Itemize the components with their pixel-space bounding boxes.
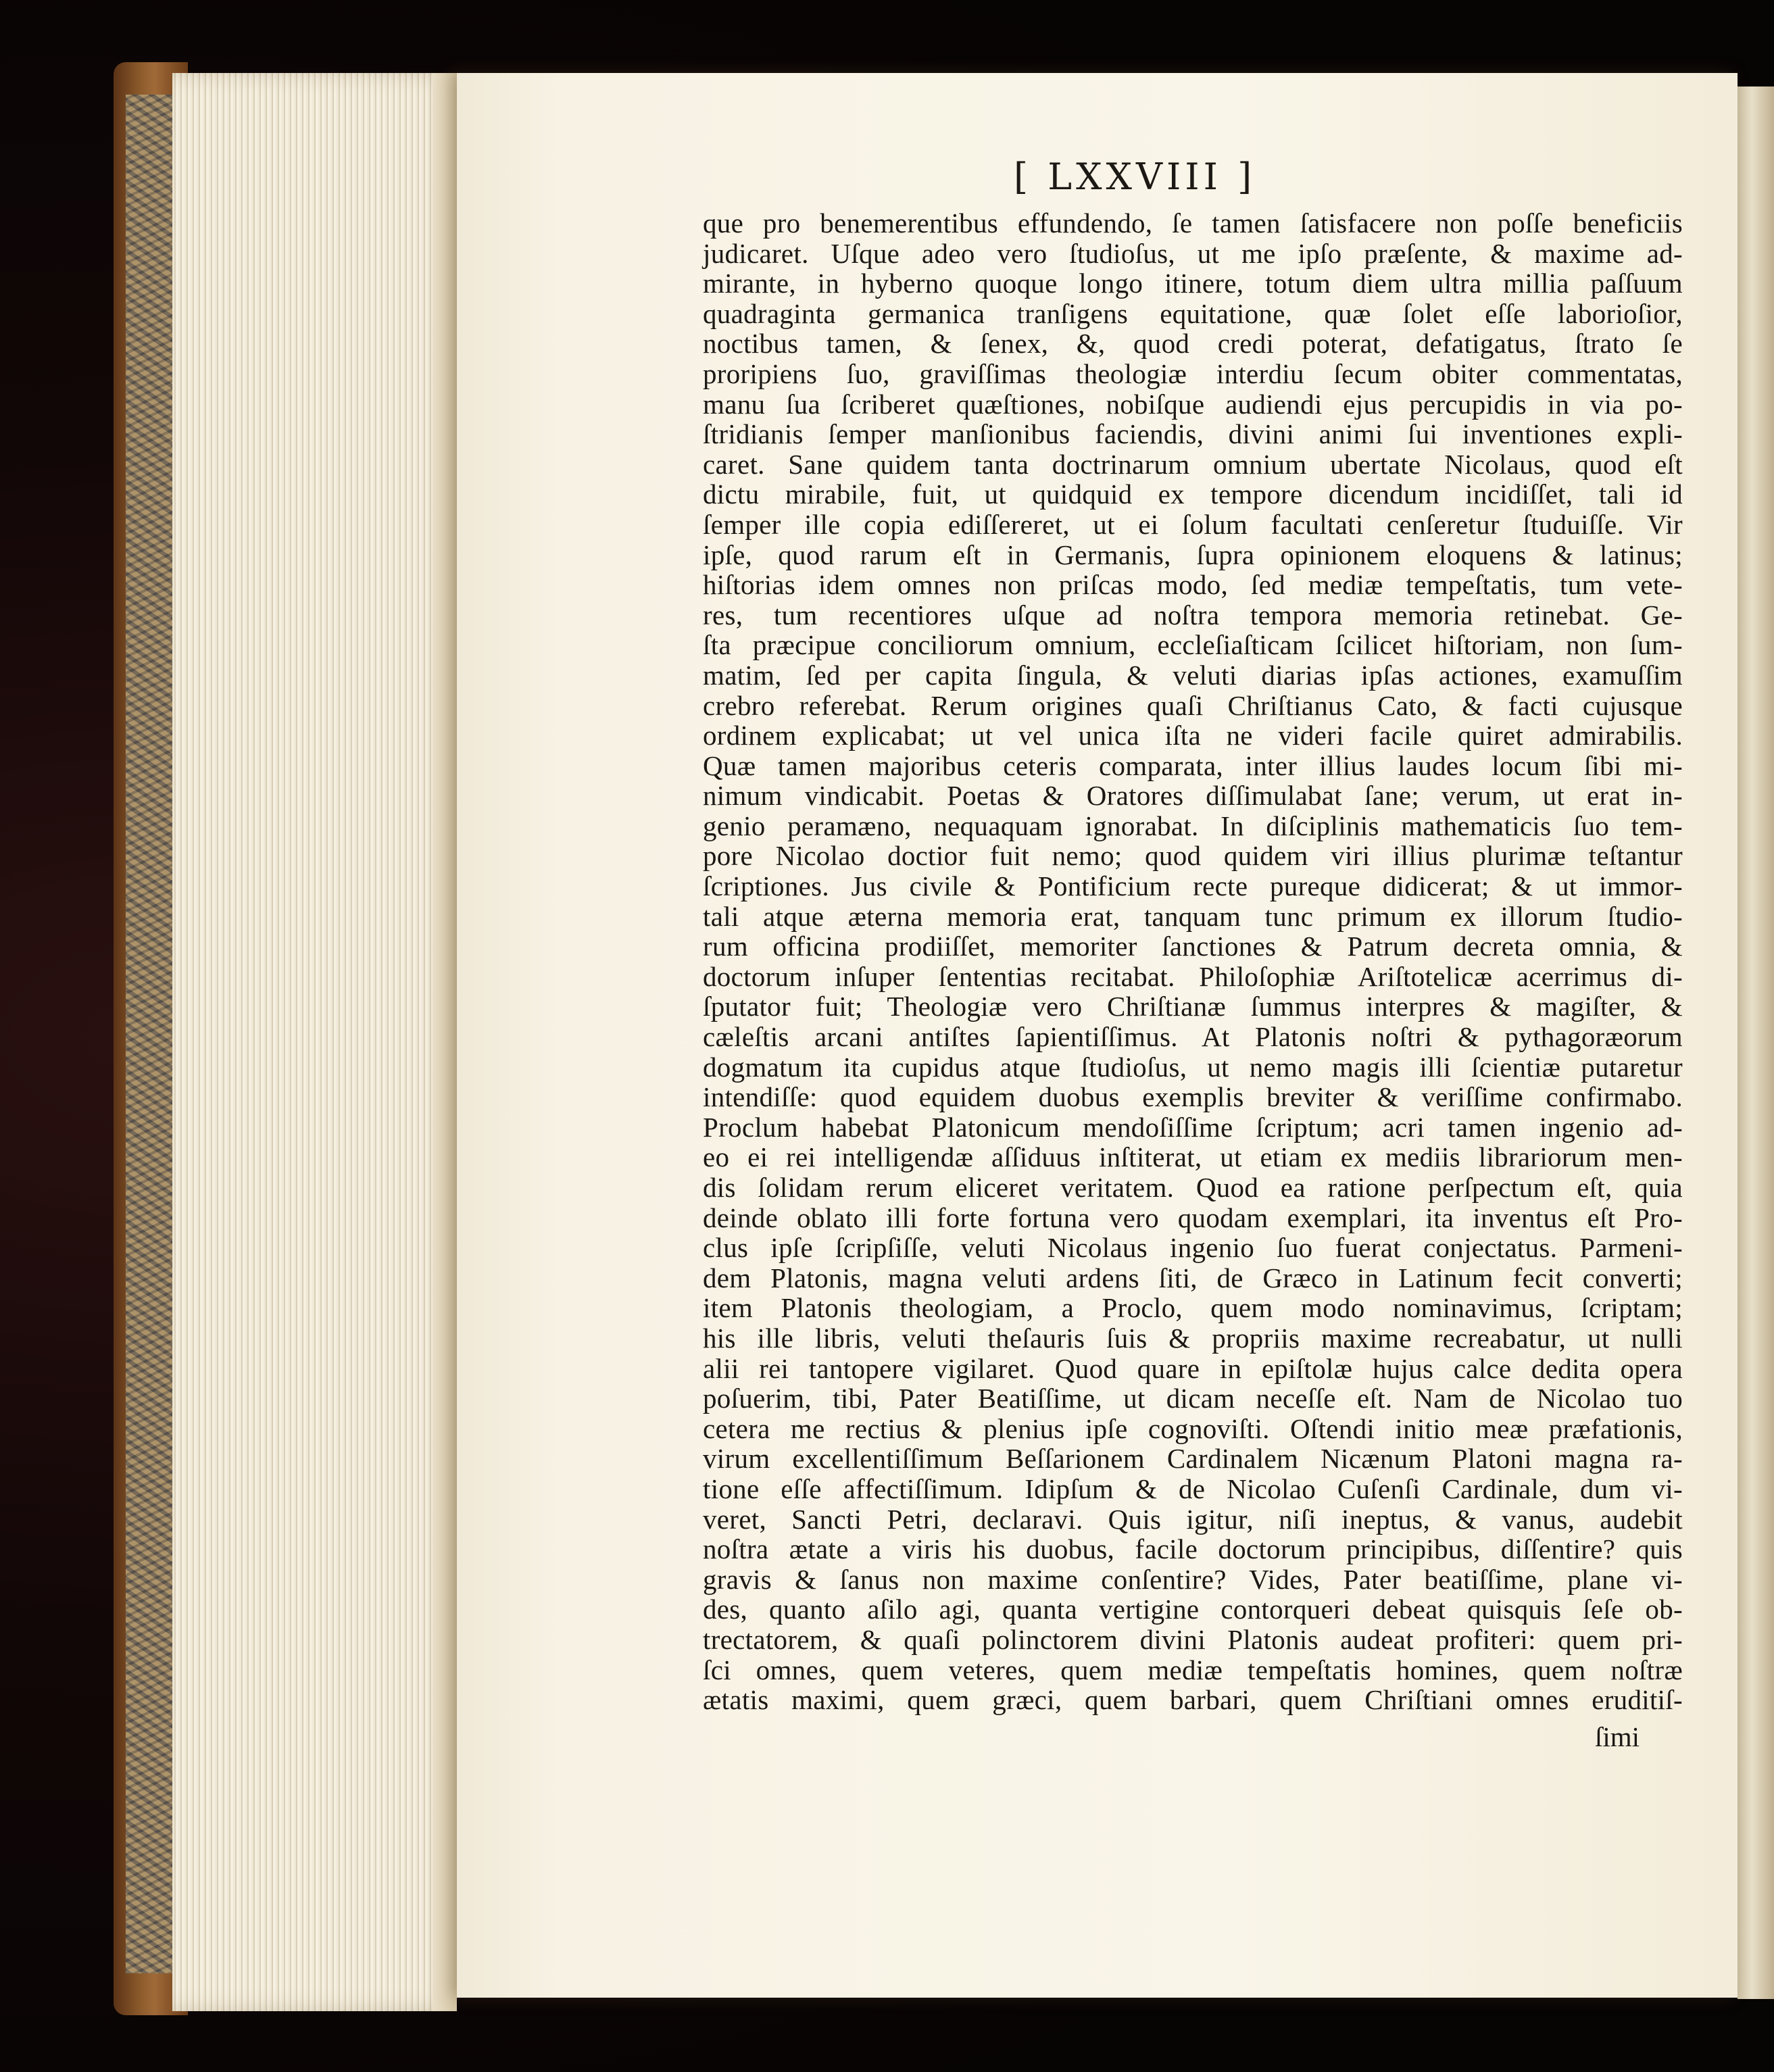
text-line: eo ei rei intelligendæ aſſiduus inſtiterat, ut etiam ex mediis librariorum men-	[703, 1141, 1683, 1173]
text-line: res, tum recentiores uſque ad noſtra tempora memoria retinebat. Ge-	[703, 599, 1683, 631]
text-line: veret, Sancti Petri, declaravi. Quis igitur, niſi ineptus, & vanus, audebit	[703, 1503, 1683, 1535]
text-line: intendiſſe: quod equidem duobus exemplis breviter & veriſſime confirmabo.	[703, 1081, 1683, 1113]
text-line: Proclum habebat Platonicum mendoſiſſime ſcriptum; acri tamen ingenio ad-	[703, 1111, 1683, 1143]
text-line: noctibus tamen, & ſenex, &, quod credi poterat, defatigatus, ſtrato ſe	[703, 328, 1683, 360]
text-line: dis ſolidam rerum eliceret veritatem. Quod ea ratione perſpectum eſt, quia	[703, 1172, 1683, 1203]
text-line: alii rei tantopere vigilaret. Quod quare in epiſtolæ hujus calce dedita opera	[703, 1352, 1683, 1384]
text-line: dogmatum ita cupidus atque ſtudioſus, ut nemo magis illi ſcientiæ putaretur	[703, 1051, 1683, 1083]
marbled-edge	[126, 95, 173, 1973]
text-line: ſtridianis ſemper manſionibus faciendis, divini animi ſui inventiones expli-	[703, 418, 1683, 450]
text-line: doctorum inſuper ſententias recitabat. Philoſophiæ Ariſtotelicæ acerrimus di-	[703, 960, 1683, 992]
text-line: tione eſſe affectiſſimum. Idipſum & de Nicolao Cuſenſi Cardinale, dum vi-	[703, 1473, 1683, 1504]
text-line: dem Platonis, magna veluti ardens ſiti, de Græco in Latinum fecit converti;	[703, 1262, 1683, 1293]
text-line: ſta præcipue conciliorum omnium, eccleſiaſticam ſcilicet hiſtoriam, non ſum-	[703, 629, 1683, 661]
text-line: manu ſua ſcriberet quæſtiones, nobiſque audiendi ejus percupidis in via po-	[703, 388, 1683, 420]
page-gutter	[433, 73, 457, 2011]
text-line: hiſtorias idem omnes non priſcas modo, ſed mediæ tempeſtatis, tum vete-	[703, 569, 1683, 601]
text-line: trectatorem, & quaſi polinctorem divini Platonis audeat profiteri: quem pri-	[703, 1623, 1683, 1655]
text-line: pore Nicolao doctior fuit nemo; quod quidem viri illius plurimæ teſtantur	[703, 840, 1683, 872]
text-line: Quæ tamen majoribus ceteris comparata, inter illius laudes locum ſibi mi-	[703, 749, 1683, 781]
text-line: des, quanto aſilo agi, quanta vertigine contorqueri debeat quisquis ſeſe ob-	[703, 1594, 1683, 1625]
text-line: cæleſtis arcani antiſtes ſapientiſſimus. At Platonis noſtri & pythagoræorum	[703, 1021, 1683, 1053]
text-line: proripiens ſuo, graviſſimas theologiæ interdiu ſecum obiter commentatas,	[703, 357, 1683, 389]
text-line: quadraginta germanica tranſigens equitatione, quæ ſolet eſſe laborioſior,	[703, 297, 1683, 329]
catchword: ſimi	[1595, 1721, 1640, 1752]
text-line: ordinem explicabat; ut vel unica iſta ne videri facile quiret admirabilis.	[703, 720, 1683, 751]
text-line: tali atque æterna memoria erat, tanquam tunc primum ex illorum ſtudio-	[703, 900, 1683, 932]
text-line: deinde oblato illi forte fortuna vero quodam exemplari, ita inventus eſt Pro-	[703, 1202, 1683, 1233]
text-line: gravis & ſanus non maxime conſentire? Vides, Pater beatiſſime, plane vi-	[703, 1563, 1683, 1595]
text-line: clus ipſe ſcripſiſſe, veluti Nicolaus ingenio ſuo fuerat conjectatus. Parmeni-	[703, 1232, 1683, 1264]
page-number: [ LXXVIII ]	[1014, 155, 1256, 198]
text-line: judicaret. Uſque adeo vero ſtudioſus, ut me ipſo præſente, & maxime ad-	[703, 237, 1683, 269]
page-block-edge	[172, 73, 456, 2011]
text-line: ſcriptiones. Jus civile & Pontificium recte pureque didicerat; & ut immor-	[703, 870, 1683, 902]
text-line: item Platonis theologiam, a Proclo, quem modo nominavimus, ſcriptam;	[703, 1292, 1683, 1324]
text-line: mirante, in hyberno quoque longo itinere, totum diem ultra millia paſſuum	[703, 268, 1683, 299]
text-line: genio peramæno, nequaquam ignorabat. In diſciplinis mathematicis ſuo tem-	[703, 810, 1683, 841]
body-text	[703, 208, 1683, 1715]
text-line: que pro benemerentibus effundendo, ſe tamen ſatisfacere non poſſe beneficiis	[703, 207, 1683, 239]
text-line: noſtra ætate a viris his duobus, facile doctorum principibus, diſſentire? quis	[703, 1533, 1683, 1565]
text-line: crebro referebat. Rerum origines quaſi Chriſtianus Cato, & facti cujusque	[703, 689, 1683, 721]
text-line: rum officina prodiiſſet, memoriter ſanctiones & Patrum decreta omnia, &	[703, 931, 1683, 962]
text-line: ſemper ille copia ediſſereret, ut ei ſolum facultati cenſeretur ſtuduiſſe. Vir	[703, 508, 1683, 540]
text-line: nimum vindicabit. Poetas & Oratores diſſimulabat ſane; verum, ut erat in-	[703, 780, 1683, 812]
text-line: dictu mirabile, fuit, ut quidquid ex tempore dicendum incidiſſet, tali id	[703, 478, 1683, 510]
text-line: ipſe, quod rarum eſt in Germanis, ſupra opinionem eloquens & latinus;	[703, 539, 1683, 570]
text-line: ſputator fuit; Theologiæ vero Chriſtianæ ſummus interpres & magiſter, &	[703, 991, 1683, 1022]
text-line: caret. Sane quidem tanta doctrinarum omnium ubertate Nicolaus, quod eſt	[703, 448, 1683, 480]
text-line: cetera me rectius & plenius ipſe cognoviſti. Oſtendi initio meæ præfationis,	[703, 1412, 1683, 1444]
facing-page-edge	[1738, 87, 1774, 1999]
text-line: matim, ſed per capita ſingula, & veluti diarias ipſas actiones, examuſſim	[703, 659, 1683, 691]
text-line: his ille libris, veluti theſauris ſuis & propriis maxime recreabatur, ut nulli	[703, 1322, 1683, 1354]
text-line: ætatis maximi, quem græci, quem barbari, quem Chriſtiani omnes eruditiſ-	[703, 1684, 1683, 1716]
text-line: poſuerim, tibi, Pater Beatiſſime, ut dicam neceſſe eſt. Nam de Nicolao tuo	[703, 1383, 1683, 1414]
text-line: ſci omnes, quem veteres, quem mediæ tempeſtatis homines, quem noſtræ	[703, 1654, 1683, 1685]
text-line: virum excellentiſſimum Beſſarionem Cardinalem Nicænum Platoni magna ra-	[703, 1443, 1683, 1475]
